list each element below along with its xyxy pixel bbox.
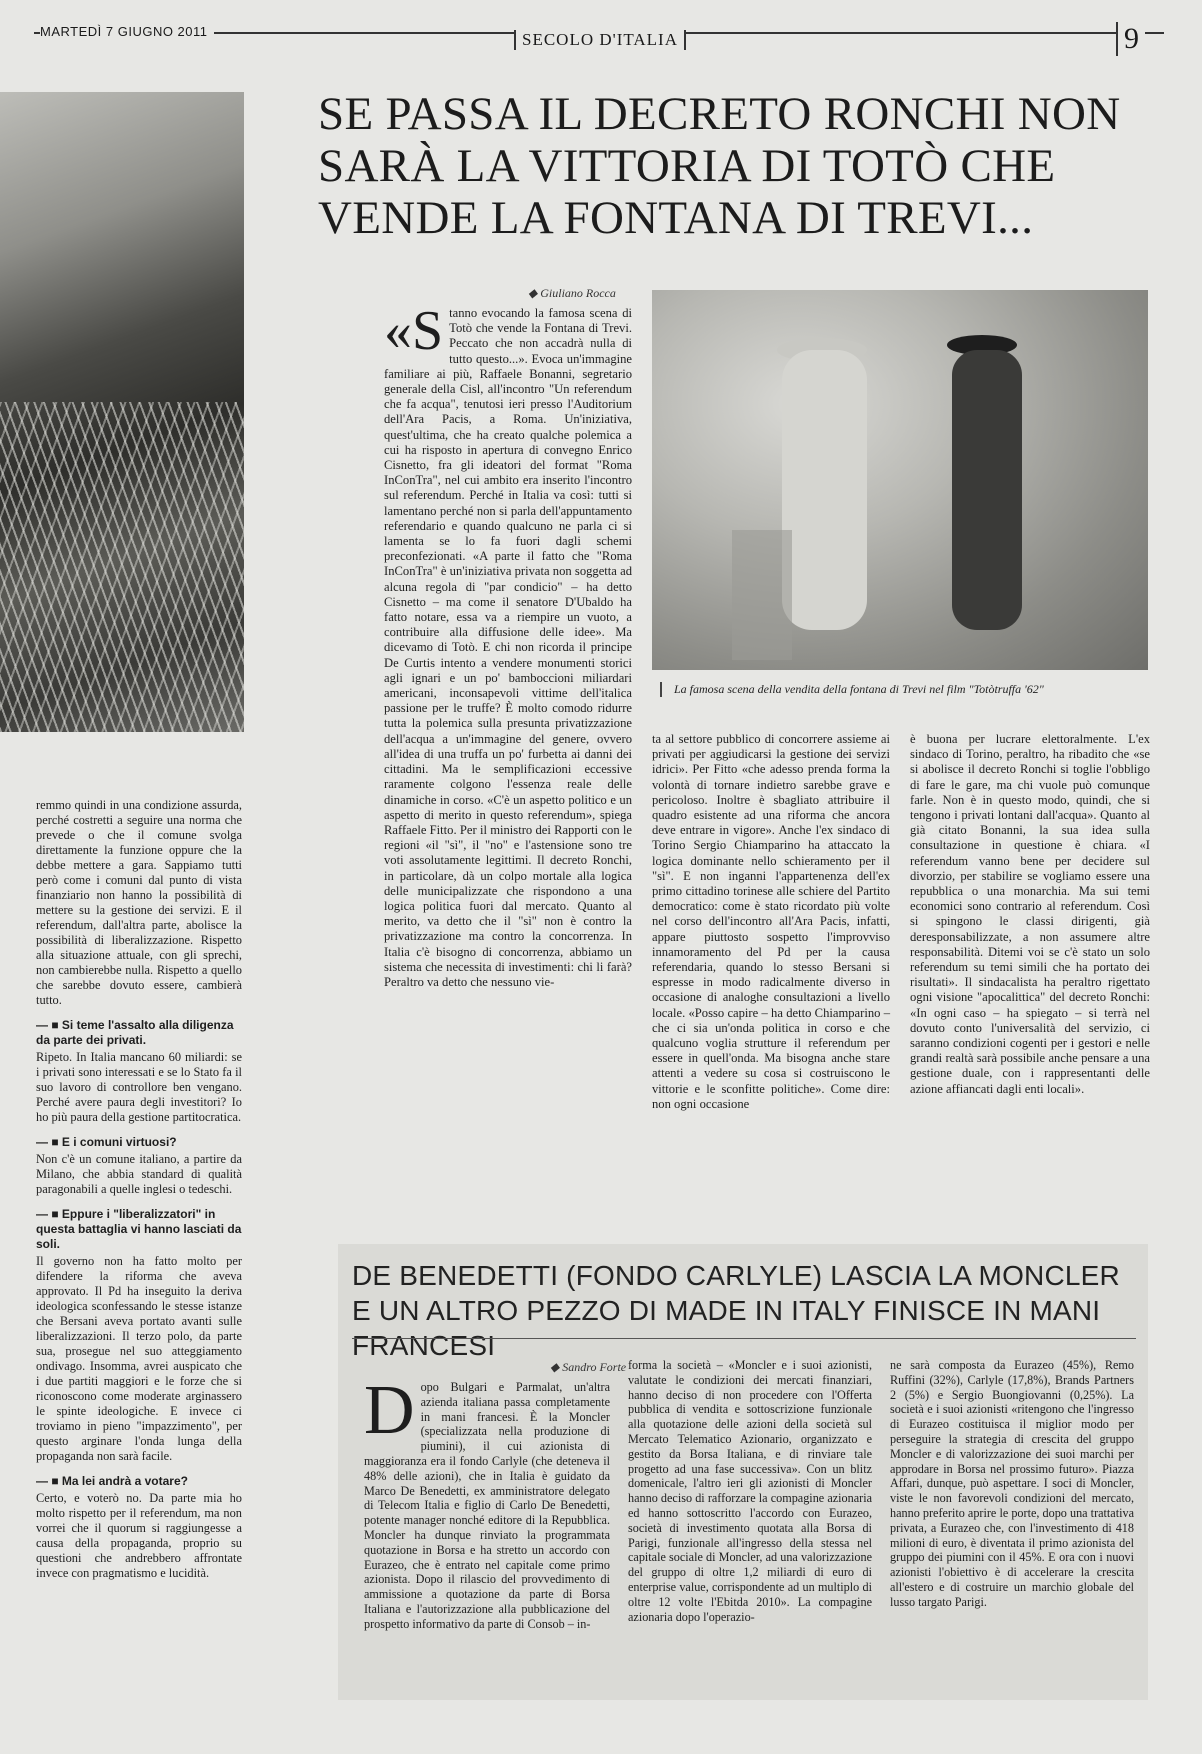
article2-headline-line2: E UN ALTRO PEZZO DI MADE IN ITALY FINISCE IN MANI FRANCESI (352, 1295, 1101, 1361)
article2-column-2: forma la società – «Moncler e i suoi azionisti, valutate le condizioni dei mercati finanziari, hanno deciso di non procedere con l'Offerta pubblica di vendita e sottoscrizione funzionale alla quotazione delle azioni della società sul Mercato Telematico Azionario, organizzato e gestito da Borsa Italiana, e di rinviare tale progetto ad una fase successiva». Con un blitz domenicale, l'altro ieri gli azionisti di Moncler hanno deciso di rafforzare la compagine azionaria ed hanno sottoscritto l'accordo con Eurazeo, società di investimento quotata alla Borsa di Parigi, funzionale all'ingresso della stessa nel capitale sociale di Moncler, ad una valorizzazione del gruppo di oltre 1,2 miliardi di euro di enterprise value, corrispondente ad un multiplo di oltre 12 volte l'Ebitda 2010». La compagine azionaria dopo l'operazio- (628, 1358, 872, 1624)
article1-byline: ◆ Giuliano Rocca (528, 286, 616, 300)
photo-figures (652, 290, 1148, 670)
sidebar-question-4: — ■ Ma lei andrà a votare? (36, 1474, 188, 1488)
left-photo-grass (0, 92, 244, 732)
question-text: Ma lei andrà a votare? (61, 1474, 188, 1488)
question-text: Eppure i "liberalizzatori" in questa battaglia vi hanno lasciati da soli. (36, 1207, 242, 1251)
grass-texture (0, 402, 244, 732)
drop-quote-mark: «S (384, 300, 444, 362)
main-photo-toto (652, 290, 1148, 670)
header-paper-name: SECOLO D'ITALIA (514, 30, 686, 50)
photo-caption: La famosa scena della vendita della fontana di Trevi nel film "Totòtruffa '62" (660, 682, 1164, 697)
sidebar-answer-4: Certo, e voterò no. Da parte mia ho molto rispetto per il referendum, ma non vorrei che il quorum si raggiungesse a causa della propaganda, proprio su questioni che andrebbero affrontate invece con pragmatismo e lucidità. (36, 1491, 242, 1580)
article2-rule (352, 1338, 1136, 1339)
article2-column-1 (364, 1372, 610, 1632)
sidebar-answer-3: Il governo non ha fatto molto per difendere la riforma che aveva approvato. Il Pd ha inseguito la deriva ideologica sconfessando le stesse istanze che Bersani aveva portato avanti sulle liberalizzazioni. Il terzo polo, da parte sua, prosegue nel suo atteggiamento ondivago. Insomma, avrei auspicato che i due partiti maggiori e le forze che si riconoscono come moderate arginassero le spinte ideologiche. E invece ci troviamo in pieno "impazzimento", per questo arginare l'onda lunga della propaganda non sarà facile. (36, 1254, 242, 1463)
article1-column-2: ta al settore pubblico di concorrere assieme ai privati per aggiudicarsi la gestione dei servizi idrici». Per Fitto «che adesso prenda forma la volontà di tornare indietro sarebbe grave e pericoloso. Inoltre è sbagliato attribuire il quadro esistente ad una riforma che ancora deve entrare in vigore». Anche l'ex sindaco di Torino Sergio Chiamparino ha attaccato la logica dominante nello schieramento per il "sì". E non inganni l'appartenenza dell'ex primo cittadino torinese alle schiere del Partito democratico: come è stato ricordato più volte nel corso dell'incontro all'Ara Pacis, infatti, appare piuttosto sospetto l'improvviso innamoramento del Pd per la causa referendaria, quando lo stesso Bersani si espresse in modo radicalmente diverso in occasione di analoghe consultazioni a livello locale. «Posso capire – ha detto Chiamparino – che ci sia un'onda politica in corso e che qualcuno voglia strutture il referendum per essere in quell'onda. Ma bisogna anche stare attenti a vedere su cosa si costruiscono le vittorie e le sconfitte politiche». Come dire: non ogni occasione (652, 732, 890, 1111)
interview-sidebar (36, 798, 242, 1591)
header-date: MARTEDÌ 7 GIUGNO 2011 (40, 24, 214, 39)
question-text: E i comuni virtuosi? (61, 1135, 177, 1149)
sidebar-intro: remmo quindi in una condizione assurda, perché costretti a seguire una norma che prevede o che il comune svolga direttamente la funzione oppure che la debbe mettere a gara. Sappiamo tutti però come i comuni dal punto di vista finanziario non hanno la possibilità di mettere su la gestione dei servizi. E il referendum, dall'altra parte, abolisce la possibilità di liberalizzazione. Rispetto alla situazione attuale, con gli sprechi, non cambierebbe nulla. Rispetto a quello che sarebbe dovuto essere, cambierà tutto. (36, 798, 242, 1007)
article2-column-3: ne sarà composta da Eurazeo (45%), Remo Ruffini (32%), Carlyle (17,8%), Brands Partners 2 (5%) e Sergio Buongiovanni (0,25%). La società e i suoi azionisti «ritengono che l'ingresso di Eurazeo costituisca il miglior modo per perseguire la strategia di crescita del gruppo Moncler e di valorizzazione dei suoi marchi per approdare in Borsa nel prossimo futuro». Piazza Affari, dunque, può aspettare. I soci di Moncler, viste le non favorevoli condizioni del mercato, hanno preferito aprire le porte, dopo una trattativa privata, a Eurazeo che, con l'investimento di 418 milioni di euro, è diventata il primo azionista del gruppo dei piumini con il 45%. E ora con i nuovi azionisti l'obiettivo è di accelerare la crescita all'estero e di costruire un marchio globale del lusso targato Parigi. (890, 1358, 1134, 1609)
article1-column-3: è buona per lucrare elettoralmente. L'ex sindaco di Torino, peraltro, ha ribadito che «se si abolisce il decreto Ronchi si toglie l'obbligo di fare le gare, ma chi vuole può comunque farle. Non è in questo modo, quindi, che si tengono i privati lontani dall'acqua». Quanto al già citato Bonanni, la sua idea sulla consultazione in questione è chiara. «I referendum vanno bene per decidere sul divorzio, per stabilire se vogliamo essere una repubblica o una monarchia. Ma sui temi economici sono contrario al referendum. Così si spingono le classi dirigenti, già deresponsabilizzate, a non assumere altre responsabilità. Ditemi voi se c'è stato un solo referendum su temi simili che ha portato dei risultati». Il sindacalista ha peraltro rigettato ogni visione "apocalittica" del decreto Ronchi: «In ogni caso – ha spiegato – si terrà nel dovuto conto l'universalità del servizio, ci saranno condizioni cogenti per i gestori e nelle grandi realtà sarà possibile anche pensare a una gestione duale, con i rappresentanti delle azione affiancati dagli enti locali». (910, 732, 1150, 1096)
sidebar-answer-2: Non c'è un comune italiano, a partire da Milano, che abbia standard di qualità paragonabili a quelle inglesi o tedeschi. (36, 1152, 242, 1196)
article1-column-1 (384, 300, 632, 990)
article2-col1-text: opo Bulgari e Parmalat, un'altra azienda italiana passa completamente in mani francesi. È la Moncler (specializzata nella produzione di piumini), il cui azionista di maggioranza era il fondo Carlyle (che deteneva il 48% delle azioni), che in Italia è guidato da Marco De Benedetti, ex amministratore delegato di Telecom Italia e figlio di Carlo De Benedetti, potente manager nonché editore di la Repubblica. Moncler ha dunque rinviato la programmata quotazione in Borsa e ha stretto un accordo con Eurazeo, che è entrato nel capitale come primo azionista. Dopo il rilascio del provvedimento di ammissione a quotazione da parte di Borsa Italiana e l'autorizzazione alla pubblicazione del prospetto informativo da parte di Consob – in- (364, 1380, 610, 1631)
sidebar-question-2: — ■ E i comuni virtuosi? (36, 1135, 177, 1149)
article1-col1-text: tanno evocando la famosa scena di Totò che vende la Fontana di Trevi. Peccato che non accadrà nulla di tutto questo...». Evoca un'immagine familiare ai più, Raffaele Bonanni, segretario generale della Cisl, all'incontro "Un referendum che fa acqua", tenutosi ieri presso l'Auditorium dell'Ara Pacis, a Roma. Un'iniziativa, quest'ultima, che ha creato qualche polemica a cui ha risposto in apertura di convegno Enrico Cisnetto, fra gli ideatori del format "Roma InConTra", nel cui ambito era inserito l'incontro sul referendum. Perché in Italia va così: tutti si lamentano perché non si parla dell'appuntamento referendario e quando qualcuno ne parla ci si lamenta se lo fa fuori dagli schemi preconfezionati. «A parte il fatto che "Roma InConTra" è un'iniziativa privata non soggetta ad alcuna regola di "par condicio" – ha detto Cisnetto – ma come il senatore D'Ubaldo ha fatto notare, essa va a riempire un vuoto, a contribuire alla diffusione delle idee». Ma dicevamo di Totò. E chi non ricorda il principe De Curtis intento a vendere monumenti storici agli ignari e un po' bamboccioni miliardari americani, inconsapevoli vittime dell'italica passione per le truffe? È molto comodo ridurre tutta la polemica sulla presunta privatizzazione dell'acqua a un'immagine del genere, ovvero all'idea di una truffa un po' furbetta ai danni dei cittadini. Ma le semplificazioni eccessive raramente colgono l'essenza reale delle dinamiche in corso. «C'è un aspetto politico e un aspetto di merito in questo referendum», spiega Raffaele Fitto. Per il ministro dei Rapporti con le regioni «il "sì", il "no" e l'astensione sono tre voti assolutamente legittimi. Il decreto Ronchi, in particolare, dà un colpo mortale alla logica delle municipalizzate che rispondono a una logica politica fuori dal mercato. Quanto al merito, va detto che il "sì" non è contro la privatizzazione ma contro la concorrenza. In Italia c'è bisogno di concorrenza, abbiamo un sistema che necessita di investimenti: chi li farà? Peraltro va detto che nessuno vie- (384, 306, 632, 989)
article1-headline: SE PASSA IL DECRETO RONCHI NON SARÀ LA VITTORIA DI TOTÒ CHE VENDE LA FONTANA DI TREVI... (318, 88, 1121, 244)
question-text: Si teme l'assalto alla diligenza da parte dei privati. (36, 1018, 234, 1047)
drop-cap-D: D (364, 1372, 415, 1449)
article2-box (338, 1244, 1148, 1700)
article2-headline-line1: DE BENEDETTI (FONDO CARLYLE) LASCIA LA MONCLER (352, 1260, 1120, 1291)
sidebar-answer-1: Ripeto. In Italia mancano 60 miliardi: se i privati sono interessati e se lo Stato fa il suo lavoro di controllore ben vengano. Perché avere paura degli investitori? Io ho più paura della gestione partitocratica. (36, 1050, 242, 1124)
page-number: 9 (1116, 22, 1145, 56)
article2-headline (352, 1258, 1142, 1363)
sidebar-question-3: — ■ Eppure i "liberalizzatori" in questa battaglia vi hanno lasciati da soli. (36, 1207, 242, 1251)
article2-byline: ◆ Sandro Forte (550, 1360, 627, 1374)
sidebar-question-1: — ■ Si teme l'assalto alla diligenza da parte dei privati. (36, 1018, 234, 1047)
